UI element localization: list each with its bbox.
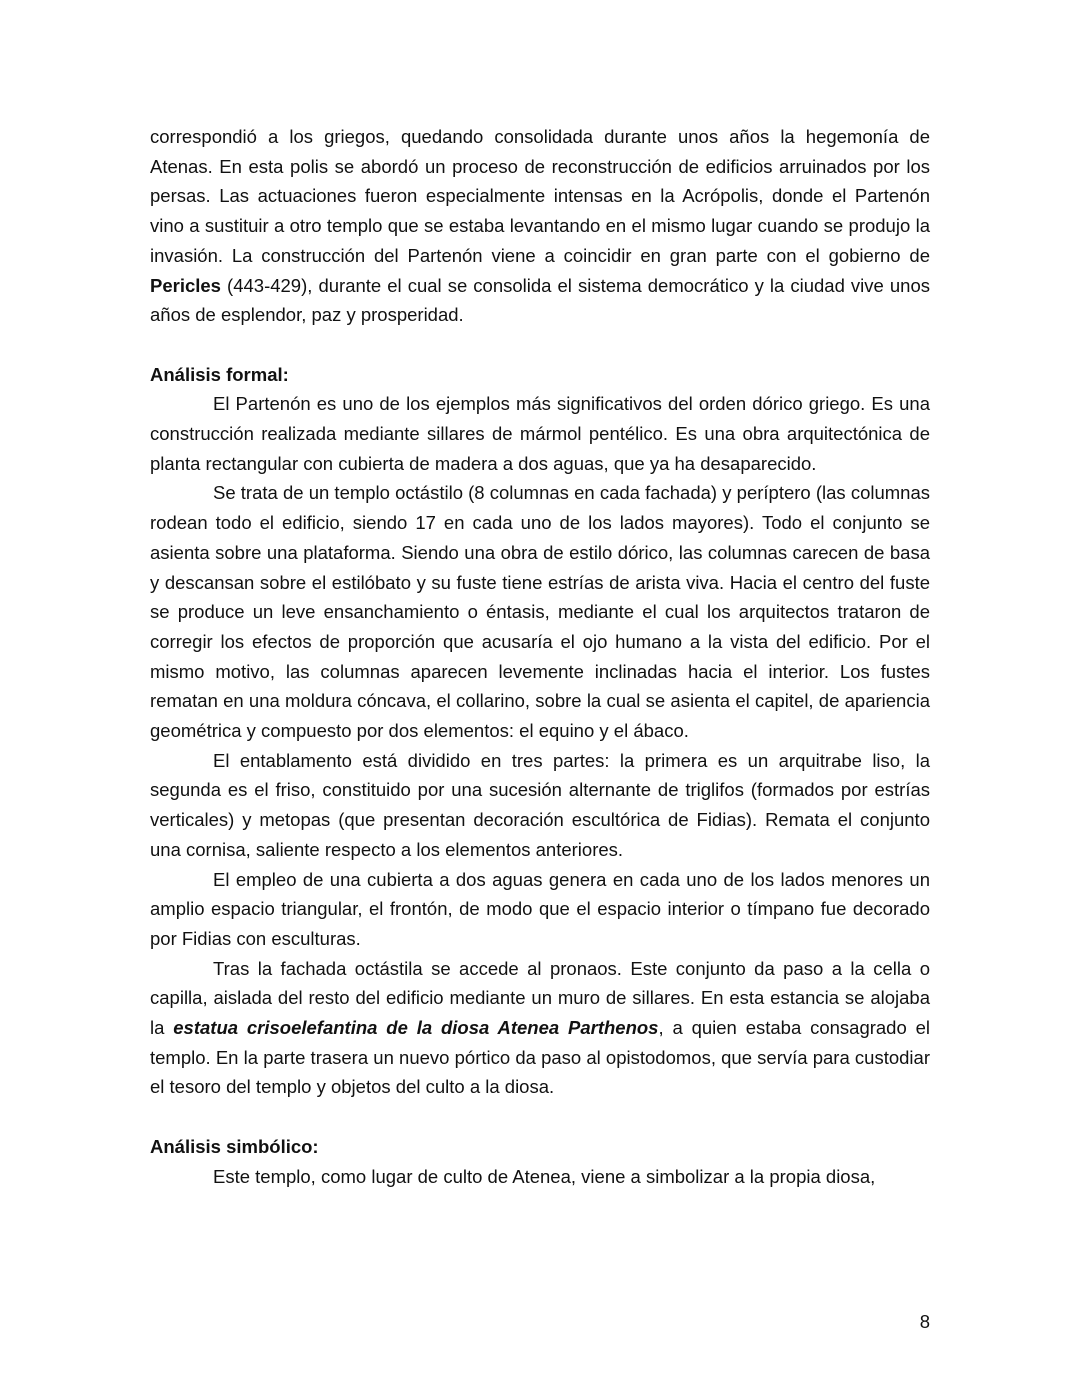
paragraph-text: , a quien estaba consagrado el templo. En la parte trasera un nuevo pórtico da paso al opistodomos, que servía para custodiar el tesoro del templo y objetos del culto a la diosa.	[150, 1017, 930, 1098]
paragraph-text: (443-429), durante el cual se consolida el sistema democrático y la ciudad vive unos años de esplendor, paz y prosperidad.	[150, 274, 930, 326]
paragraph-interior	[150, 954, 930, 1103]
document-page	[150, 122, 930, 1191]
paragraph-pediment: El empleo de una cubierta a dos aguas genera en cada uno de los lados menores un amplio espacio triangular, el frontón, de modo que el espacio interior o tímpano fue decorado por Fidias con esculturas.	[150, 868, 930, 949]
paragraph-text: correspondió a los griegos, quedando consolidada durante unos años la hegemonía de Atenas. En esta polis se abordó un proceso de reconstrucción de edificios arruinados por los persas. Las actuaciones fueron especialmente intensas en la Acrópolis, donde el Partenón vino a sustituir a otro templo que se estaba levantando en el mismo lugar cuando se produjo la invasión. La construcción del Partenón viene a coincidir en gran parte con el gobierno de	[150, 126, 930, 266]
paragraph-formal-intro: El Partenón es uno de los ejemplos más significativos del orden dórico griego. Es una construcción realizada mediante sillares de mármol pentélico. Es una obra arquitectónica de planta rectangular con cubierta de madera a dos aguas, que ya ha desaparecido.	[150, 393, 930, 474]
section-heading-symbolic: Análisis simbólico:	[150, 1135, 319, 1157]
section-gap	[150, 330, 930, 360]
section-heading-formal: Análisis formal:	[150, 363, 289, 385]
paragraph-text: Tras la fachada octástila se accede al pronaos. Este conjunto da paso a la cella o capilla, aislada del resto del edificio mediante un muro de sillares. En esta estancia se alojaba la	[150, 957, 930, 1039]
page-number: 8	[919, 1311, 930, 1332]
paragraph-columns: Se trata de un templo octástilo (8 columnas en cada fachada) y períptero (las columnas rodean todo el edificio, siendo 17 en cada uno de los lados mayores). Todo el conjunto se asienta sobre una plataforma. Siendo una obra de estilo dórico, las columnas carecen de basa y descansan sobre el estilóbato y su fuste tiene estrías de arista viva. Hacia el centro del fuste se produce un leve ensanchamiento o éntasis, mediante el cual los arquitectos trataron de corregir los efectos de proporción que acusaría el ojo humano a la vista del edificio. Por el mismo motivo, las columnas aparecen levemente inclinadas hacia el interior. Los fustes rematan en una moldura cóncava, el collarino, sobre la cual se asienta el capitel, de apariencia geométrica y compuesto por dos elementos: el equino y el ábaco.	[150, 482, 930, 742]
bold-name-pericles: Pericles	[150, 274, 221, 296]
paragraph-historical-context	[150, 122, 930, 330]
paragraph-symbolic: Este templo, como lugar de culto de Atenea, viene a simbolizar a la propia diosa,	[213, 1165, 876, 1187]
section-gap	[150, 1102, 930, 1132]
emphasis-statue: estatua crisoelefantina de la diosa Atenea Parthenos	[173, 1017, 659, 1039]
paragraph-entablature: El entablamento está dividido en tres partes: la primera es un arquitrabe liso, la segunda es el friso, constituido por una sucesión alternante de triglifos (formados por estrías verticales) y metopas (que presentan decoración escultórica de Fidias). Remata el conjunto una cornisa, saliente respecto a los elementos anteriores.	[150, 749, 930, 860]
